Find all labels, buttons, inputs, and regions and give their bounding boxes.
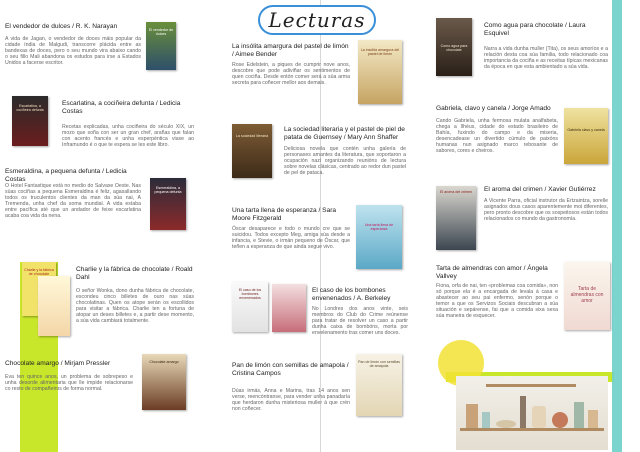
book-title: Chocolate amargo / Mirjam Pressler <box>5 360 111 367</box>
book-cover <box>142 354 186 410</box>
book-cover <box>436 18 472 76</box>
book-title: Escarlatina, a cociñeira defunta / Ledicia Costas <box>62 100 181 115</box>
book-title: El aroma del crimen / Xavier Gutiérrez <box>484 186 596 193</box>
cover-title: Una tarta llena de esperanza <box>364 223 394 231</box>
cover-title: El aroma del crimen <box>440 190 472 194</box>
book-title: El caso de los bombones envenenados / A. Berkeley <box>312 287 391 302</box>
book-summary: O Hotel Fantastique está no medio do Salvaxe Oeste. Nas súas cociñas a pequena Esmeraldina é feliz, agasallando todos os truculentos clientes da man da súa nai, A Tremenda, unha chef da soma mundial. A vida estaba entre pacífica até que un andador de feixe escarlatina acaba coa vida da nena. <box>5 183 141 220</box>
kitchen-illustration <box>456 376 608 450</box>
book-cover <box>232 282 268 332</box>
cover-title: Como agua para chocolate <box>440 44 468 52</box>
cover-title: La sociedad literaria <box>235 134 269 138</box>
book-title: Como agua para chocolate / Laura Esquivel <box>484 22 586 37</box>
cover-title: Charlie y la fábrica de chocolate <box>24 268 54 276</box>
cover-title: El caso de los bombones envenenados <box>238 288 262 300</box>
cover-title: La insólita amargura del pastel de limón <box>360 48 400 56</box>
cover-title: Tarta de almendras con amor <box>570 286 604 304</box>
page-title <box>258 5 376 35</box>
book-title: La sociedad literaria y el pastel de piel de patata de Guernsey / Mary Ann Shaffer <box>284 126 405 141</box>
book-title: Gabriela, clavo y canela / Jorge Amado <box>436 105 551 112</box>
book-cover <box>564 108 608 164</box>
book-summary: Deliciosa novela que contén unha galería de personaxes amantes da literatura, que soportaron a ocupación nazi organizando reunións de lectura sobre novelas clásicas, centrado ao redor dun pastel de pel de pataca. <box>284 146 406 177</box>
book-cover <box>12 96 48 146</box>
book-summary: A vida de Jagan, o vendedor de doces máis popular da cidade índia de Malgudi, transcorre plácida entre as bandexas de doces, pero o seu mundo vira abaixo cando o seu fillo Mali abandona os estudos para irse a Estados Unidos a facerse escritor. <box>5 36 141 67</box>
book-title: Una tarta llena de esperanza / Sara Moore Fitzgerald <box>232 207 337 222</box>
book-summary: Narra a vida dunha muller (Tita), os seus amoríos e a relación desta coa súa familia, todo relacionado coa importancia da cociña e as receitas típicas mexicanas da época en que esta ambientado a súa vida. <box>484 46 608 71</box>
cover-title: Pan de limón con semillas de amapola <box>358 360 400 368</box>
book-cover <box>146 22 176 70</box>
book-cover <box>356 205 402 269</box>
book-cover <box>564 262 610 330</box>
cover-title: Escarlatina, a cociñeira defunta <box>16 104 44 112</box>
book-cover <box>436 186 476 250</box>
book-title: La insólita amargura del pastel de limón / Aimee Bender <box>232 43 349 58</box>
cover-title: Gabriela clavo y canela <box>567 128 605 132</box>
book-summary: Eva ten quince anos, un problema de sobrepeso e unha desorde alimentaria que lle impide relacionarse co resto de compañeiros de forma normal. <box>5 374 133 393</box>
book-title: Tarta de almendras con amor / Ángela Vallvey <box>436 265 548 280</box>
book-summary: Rose Edelstein, a piques de cumprir nove anos, descobre que pode adiviñar os sentimentos de quen cociña. Desde entón comer será a súa arma secreta para coñecer mellor aos demais. <box>232 62 350 87</box>
book-summary: Recetas explicadas, unha cociñeira do século XIX, un mozo que soña con ser un gran chef, arañas que falan con acento francés e unha esperpéntica viaxe ao Inframundo é o que te espera se les este libro. <box>62 124 194 149</box>
cover-title: Esmeraldina, a pequena defunta <box>154 186 182 194</box>
book-title: El vendedor de dulces / R. K. Narayan <box>5 23 118 30</box>
teal-band-right <box>612 0 622 452</box>
book-summary: Fiona, orfa de nai, ten «problemas coa comida», non só porque ela é a encargada de levala á casa e abastecer ao seu pai enfermo, senón porque o temor a que os Servizos Sociais descubran a súa situación e sepárense, fai que a comida sixa sexa súa maneira de esquecer. <box>436 283 558 320</box>
book-cover <box>232 124 272 178</box>
book-summary: A Vicente Parra, oficial instrutor da Ertzaintza, sorelle asignados dous casos aparentemente moi diferentes, pero pronto descobre que os sospeitosos están todos relacionados co mundo da gastronomía. <box>484 198 608 223</box>
kitchen-icon <box>456 376 608 450</box>
book-summary: O señor Wonka, dono dunha fábrica de chocolate, escondeu cinco billetes de ouro nas súas chocolatinas. Quen os atope serán os escollidos para visitar a fábrica. Charlie ten a fortuna de atopar un deses billetes e, a partir dese momento, a súa vida cambiará totalmente. <box>76 288 194 325</box>
cover-title: El vendedor de dulces <box>148 28 174 36</box>
book-cover <box>150 178 186 230</box>
book-title: Charlie y la fábrica de chocolate / Roald Dahl <box>76 266 193 281</box>
book-summary: Cando Gabriela, unha fermosa mulata analfabeta, chega a Ilhéus, cidade do estado brasileiro de Bahía, fuxindo do campo e da miseria, desencadease un divertido cúmulo de paixóns humanas nun asignado marco rebosante de sabores, cores e cheiros. <box>436 118 558 155</box>
book-title: Pan de limón con semillas de amapola / Cristina Campos <box>232 362 349 377</box>
book-title: Esmeraldina, a pequena defunta / Ledicia Costas <box>5 168 127 183</box>
book-summary: Óscar desaparece e todo o mundo cre que se suicidou. Todos excepto Meg, amiga súa desde a infancia, e Stevie, o irmán pequeno de Óscar, que teñen a esperanza de que ainda segue vivo. <box>232 226 350 251</box>
book-cover-2 <box>272 284 306 332</box>
book-summary: Dúas irmás, Anna e Marina, tras 14 anos sen verse, reencóntranse, para vender unha panadaría que herdaron dunha misteriosa muller á que crén non coñecer. <box>232 388 350 413</box>
book-cover <box>358 40 402 104</box>
title-text: Lecturas <box>268 8 366 32</box>
illustration <box>38 276 70 336</box>
book-summary: No Londres dos anos vinte, seis membros do Club do Crime reúnense para tratar de resolver un caso a partir dunha caixa de bombóns, morta por envelenamento tras comer uns doces. <box>312 306 408 337</box>
book-cover <box>356 354 402 416</box>
cover-title: Chocolate amargo <box>149 360 179 364</box>
